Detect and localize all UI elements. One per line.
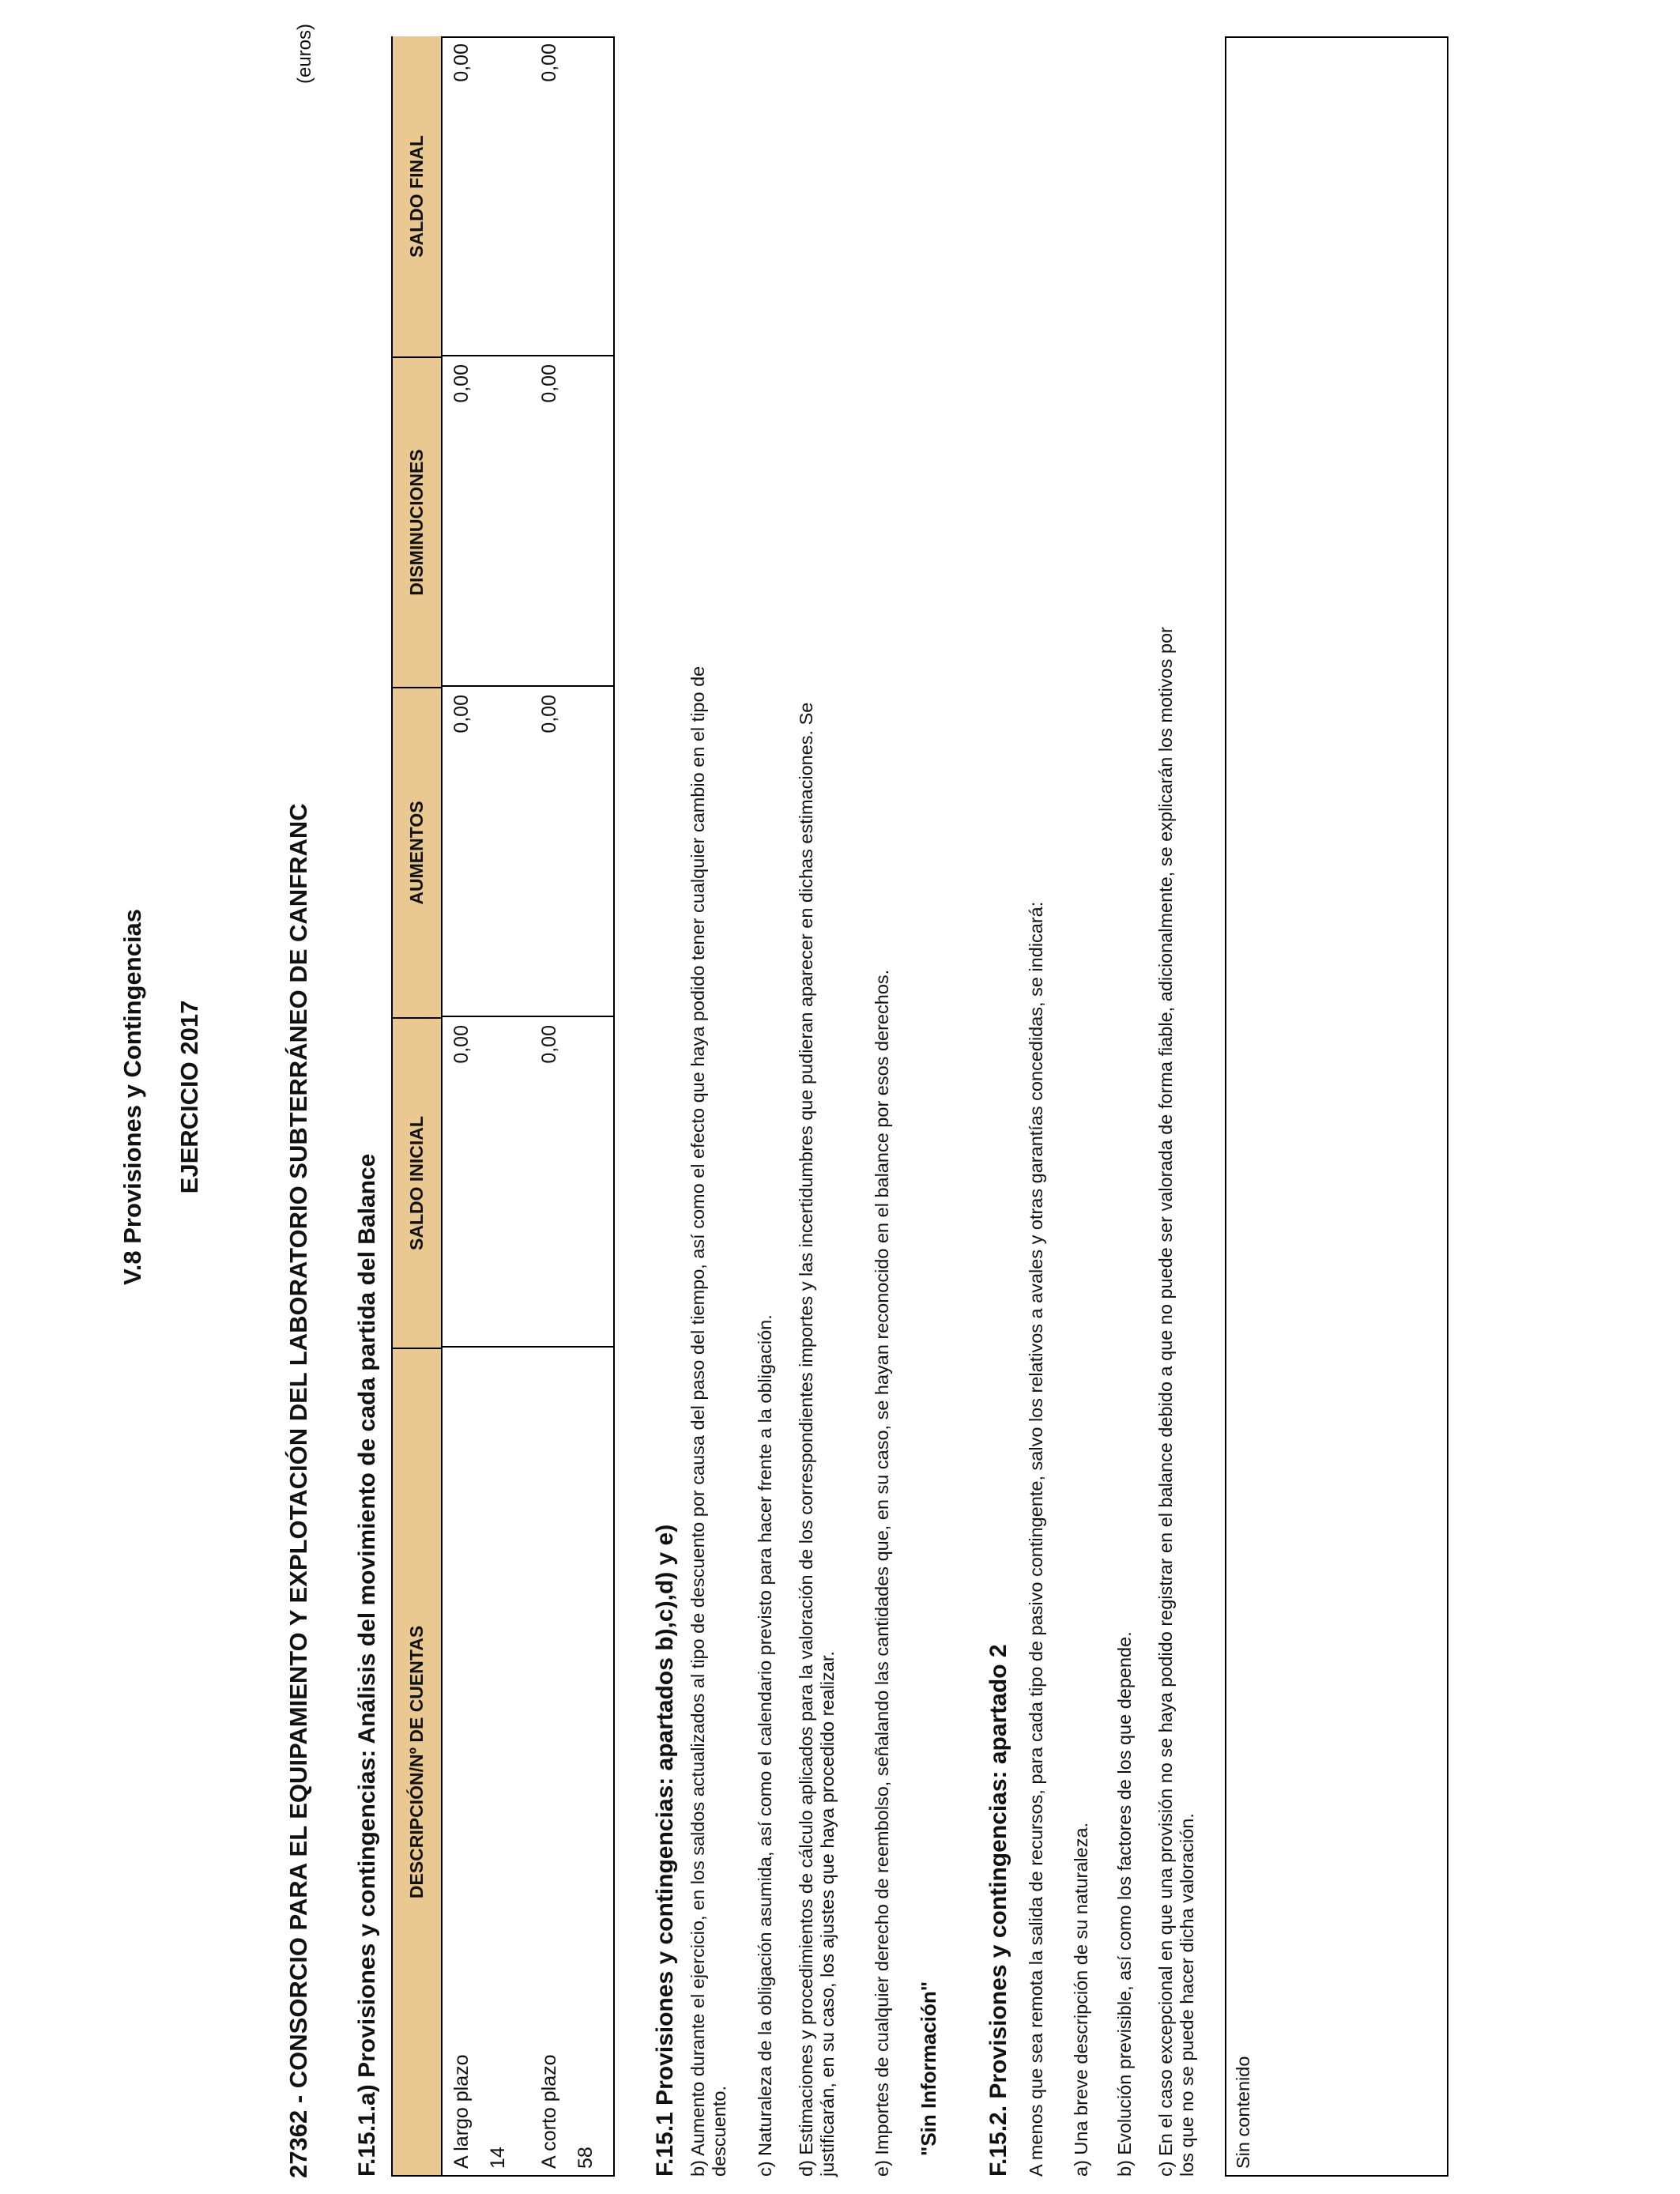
paragraph-e: e) Importes de cualquier derecho de reembolso, señalando las cantidades que, en su caso, se hayan reconocido en el balance por esos derechos. [872, 969, 892, 2177]
column-header-saldo-inicial: SALDO INICIAL [393, 1017, 443, 1348]
column-divider [443, 1016, 613, 1017]
column-divider [443, 355, 613, 356]
column-header-saldo-final: SALDO FINAL [393, 36, 443, 356]
cell-saldo-final: 0,00 [538, 43, 560, 82]
section-1-title: F.15.1 Provisiones y contingencias: apartados b),c),d) y e) [652, 1524, 678, 2177]
paragraph-d-line2: justificarán, en su caso, los ajustes que haya procedido realizar. [817, 1651, 838, 2177]
paragraph-b-line2: descuento. [709, 2086, 729, 2177]
cell-disminuciones: 0,00 [450, 364, 473, 403]
paragraph-2b: b) Evolución previsible, así como los factores de los que depende. [1114, 1631, 1135, 2177]
row-account-number: 58 [574, 2147, 597, 2169]
section-2-title: F.15.2. Provisiones y contingencias: apartado 2 [985, 1644, 1011, 2177]
paragraph-2c-line2: los que no se puede hacer dicha valoración. [1177, 1813, 1197, 2177]
paragraph-c: c) Naturaleza de la obligación asumida, así como el calendario previsto para hacer frente a la obligación. [755, 1314, 775, 2177]
paragraph-intro: A menos que sea remota la salida de recursos, para cada tipo de pasivo contingente, salvo los relativos a avales y otras garantías concedidas, se indicará: [1026, 901, 1046, 2177]
cell-saldo-inicial: 0,00 [450, 1025, 473, 1064]
paragraph-2a: a) Una breve descripción de su naturaleza. [1071, 1822, 1091, 2177]
provisions-table [391, 36, 615, 2177]
column-divider [443, 685, 613, 687]
section-a-title: F.15.1.a) Provisiones y contingencias: Análisis del movimiento de cada partida del Balance [354, 1153, 380, 2177]
cell-disminuciones: 0,00 [538, 364, 560, 403]
page-title: V.8 Provisiones y Contingencias [119, 908, 146, 1286]
paragraph-b-line1: b) Aumento durante el ejercicio, en los saldos actualizados al tipo de descuento por causa del paso del tiempo, así como el efecto que haya podido tener cualquier cambio en el tipo de [687, 665, 708, 2177]
cell-aumentos: 0,00 [538, 695, 560, 733]
paragraph-2c-line1: c) En el caso excepcional en que una provisión no se haya podido registrar en el balance debido a que no puede ser valorada de forma fiable, adicionalmente, se explicarán los motivos por [1155, 627, 1176, 2177]
no-information-note: "Sin Información" [917, 1981, 940, 2156]
column-header-description: DESCRIPCIÓN/Nº DE CUENTAS [393, 1348, 443, 2175]
cell-saldo-inicial: 0,00 [538, 1025, 560, 1064]
row-account-number: 14 [487, 2147, 509, 2169]
cell-aumentos: 0,00 [450, 695, 473, 733]
currency-units: (euros) [294, 23, 315, 84]
fiscal-year-heading: EJERCICIO 2017 [175, 1000, 203, 1194]
column-header-disminuciones: DISMINUCIONES [393, 356, 443, 687]
entity-heading: 27362 - CONSORCIO PARA EL EQUIPAMIENTO Y EXPLOTACIÓN DEL LABORATORIO SUBTERRÁNEO DE CANFRANC [284, 803, 312, 2178]
column-divider [443, 1346, 613, 1348]
column-header-aumentos: AUMENTOS [393, 687, 443, 1017]
row-description: A largo plazo [450, 2054, 473, 2169]
notes-box [1225, 36, 1448, 2177]
notes-content: Sin contenido [1233, 2056, 1253, 2169]
cell-saldo-final: 0,00 [450, 43, 473, 82]
paragraph-d-line1: d) Estimaciones y procedimientos de cálculo aplicados para la valoración de los correspondientes importes y las incertidumbres que pudieran aparecer en dichas estimaciones. Se [796, 702, 816, 2177]
row-description: A corto plazo [538, 2054, 560, 2169]
